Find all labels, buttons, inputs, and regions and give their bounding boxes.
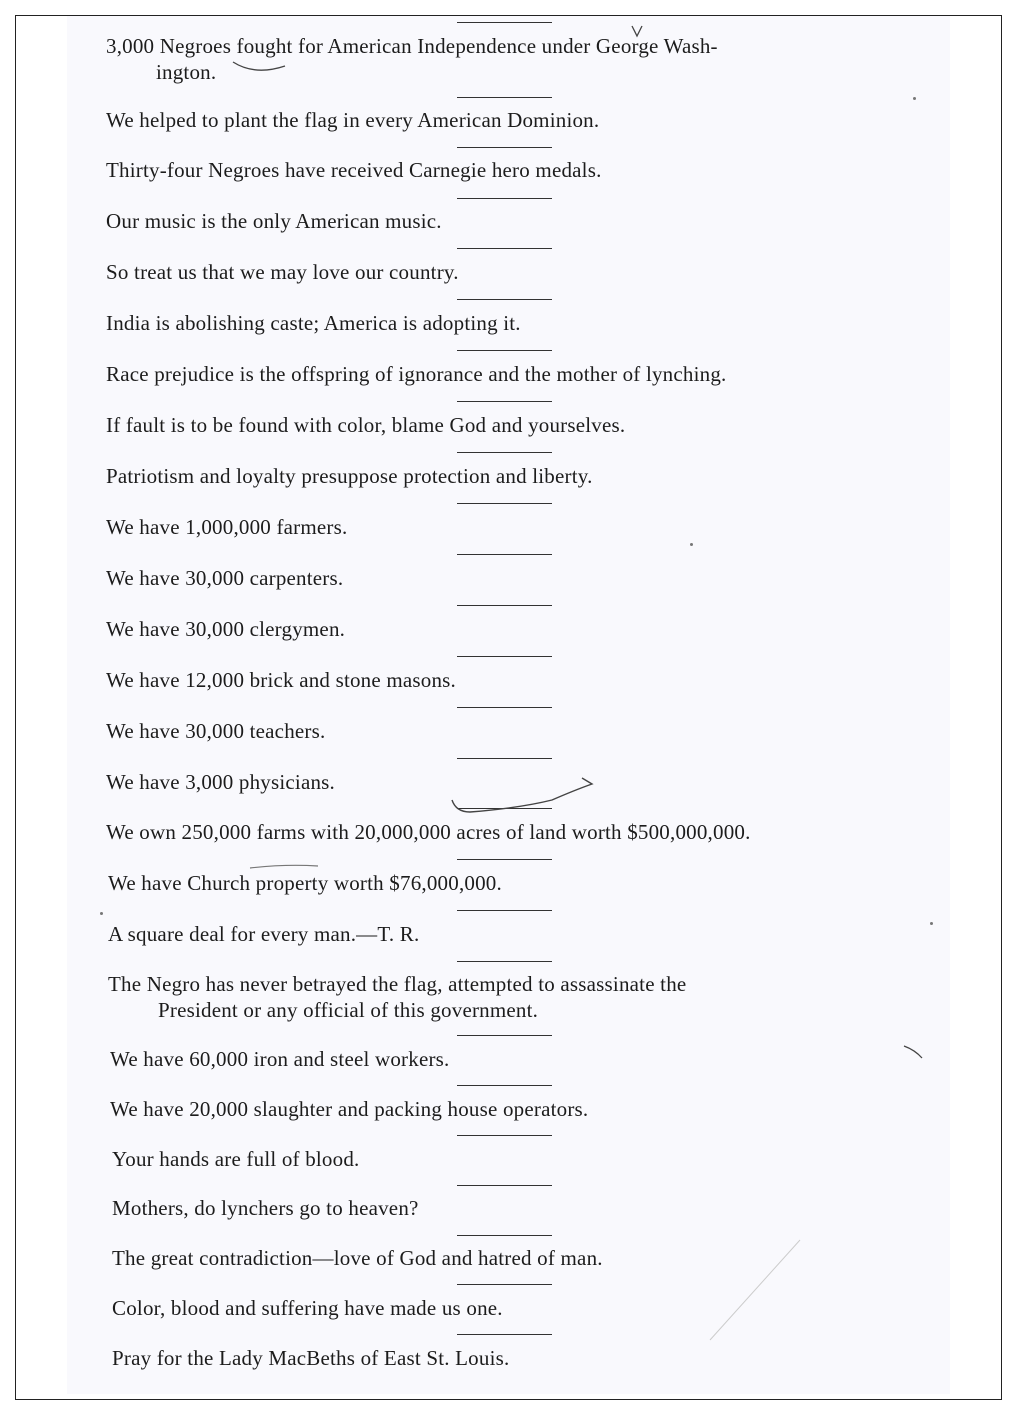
separator-rule	[457, 1334, 552, 1335]
document-line: We have 12,000 brick and stone masons.	[106, 668, 456, 692]
separator-rule	[457, 758, 552, 759]
document-line: We have 30,000 carpenters.	[106, 566, 344, 590]
separator-rule	[457, 97, 552, 98]
separator-rule	[457, 1185, 552, 1186]
separator-rule	[457, 22, 552, 23]
document-line: We helped to plant the flag in every American Dominion.	[106, 108, 600, 132]
ink-speck	[690, 543, 693, 546]
document-line: Race prejudice is the offspring of ignorance and the mother of lynching.	[106, 362, 727, 386]
separator-rule	[457, 1284, 552, 1285]
separator-rule	[457, 1085, 552, 1086]
separator-rule	[457, 707, 552, 708]
separator-rule	[457, 452, 552, 453]
document-line: Mothers, do lynchers go to heaven?	[112, 1196, 419, 1220]
document-line: Our music is the only American music.	[106, 209, 442, 233]
line-text: 3,000 Negroes fought for American Independence under George Wash-	[106, 34, 718, 58]
separator-rule	[457, 350, 552, 351]
separator-rule	[457, 808, 552, 809]
separator-rule	[457, 1135, 552, 1136]
ink-speck	[930, 922, 933, 925]
document-line: Color, blood and suffering have made us one.	[112, 1296, 503, 1320]
line-continuation: President or any official of this government.	[158, 998, 539, 1022]
separator-rule	[457, 503, 552, 504]
document-line: If fault is to be found with color, blame God and yourselves.	[106, 413, 626, 437]
document-line	[108, 971, 918, 1023]
document-line: Thirty-four Negroes have received Carnegie hero medals.	[106, 158, 602, 182]
document-line: A square deal for every man.—T. R.	[108, 922, 420, 946]
document-line: We have Church property worth $76,000,000.	[108, 871, 502, 895]
document-line: So treat us that we may love our country.	[106, 260, 459, 284]
ink-speck	[913, 97, 916, 100]
document-line: We have 30,000 clergymen.	[106, 617, 346, 641]
line-text: The Negro has never betrayed the flag, attempted to assassinate the	[108, 972, 687, 996]
document-line: Pray for the Lady MacBeths of East St. Louis.	[112, 1346, 510, 1370]
separator-rule	[457, 554, 552, 555]
ink-speck	[100, 912, 103, 915]
document-line: We have 30,000 teachers.	[106, 719, 326, 743]
document-line	[106, 33, 926, 85]
separator-rule	[457, 656, 552, 657]
line-continuation: ington.	[156, 60, 217, 84]
separator-rule	[457, 198, 552, 199]
separator-rule	[457, 248, 552, 249]
document-line: Your hands are full of blood.	[112, 1147, 360, 1171]
document-line: We own 250,000 farms with 20,000,000 acres of land worth $500,000,000.	[106, 820, 751, 844]
separator-rule	[457, 401, 552, 402]
document-line: We have 60,000 iron and steel workers.	[110, 1047, 450, 1071]
separator-rule	[457, 299, 552, 300]
document-line: We have 1,000,000 farmers.	[106, 515, 348, 539]
document-line: The great contradiction—love of God and hatred of man.	[112, 1246, 603, 1270]
separator-rule	[457, 605, 552, 606]
document-line: India is abolishing caste; America is adopting it.	[106, 311, 521, 335]
separator-rule	[457, 1035, 552, 1036]
separator-rule	[457, 1235, 552, 1236]
separator-rule	[457, 910, 552, 911]
document-line: Patriotism and loyalty presuppose protection and liberty.	[106, 464, 593, 488]
document-line: We have 3,000 physicians.	[106, 770, 336, 794]
separator-rule	[457, 147, 552, 148]
separator-rule	[457, 859, 552, 860]
document-line: We have 20,000 slaughter and packing house operators.	[110, 1097, 589, 1121]
separator-rule	[457, 961, 552, 962]
